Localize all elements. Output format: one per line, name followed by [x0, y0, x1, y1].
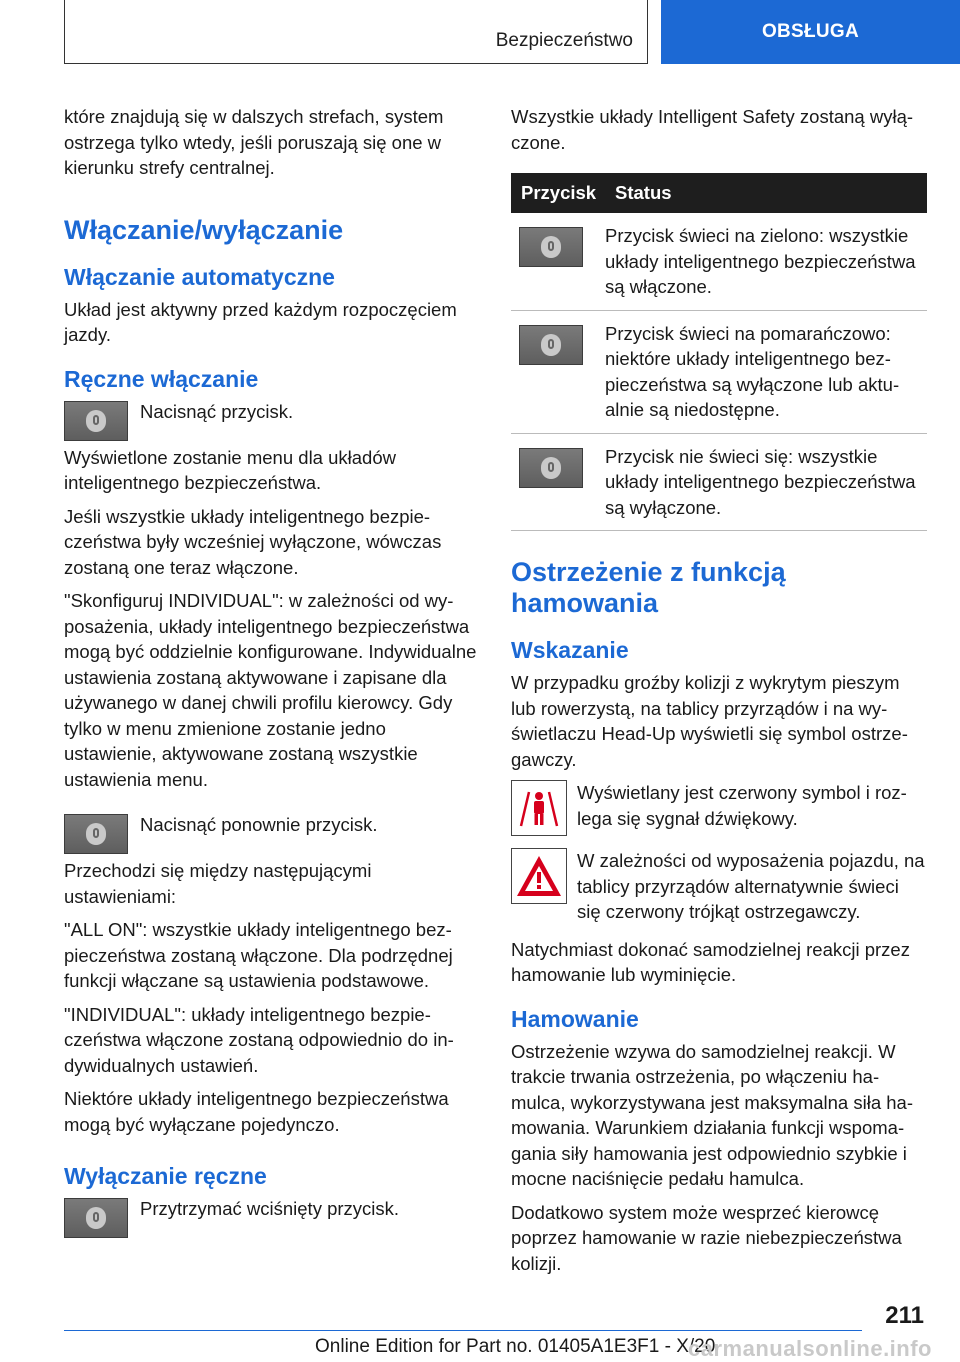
- assist-system-icon: [86, 410, 106, 432]
- button-off-image: [519, 448, 583, 488]
- assist-system-icon: [541, 457, 561, 479]
- instruction-hold: Przytrzymać wciśnięty przycisk.: [140, 1198, 400, 1219]
- watermark: carmanualsonline.info: [688, 1336, 932, 1361]
- status-cell: Przycisk świeci na zielono: wszystkie układy inteligentnego bezpieczeństwa są włączone.: [605, 213, 927, 310]
- heading-on-off: Włączanie/wyłączanie: [64, 214, 344, 245]
- individual-text: "Skonfiguruj INDIVIDUAL": w zależności od wyposażenia, układy inteligentnego bezpieczeństwa mogą być oddzielnie konfigurowane. Indywidualne ustawienia zostaną aktywowane i zapisane dla używanego w danej chwili profilu kierowcy. Gdy tylko w menu zmienione zostanie jedno ustawienie, aktywowane zostaną wszystkie ustawienia menu.: [64, 590, 477, 790]
- button-orange-image: [519, 325, 583, 365]
- button-status-table: [511, 173, 927, 531]
- left-column: [64, 104, 480, 1242]
- table-header-button: Przycisk: [511, 173, 605, 213]
- heading-indication: Wskazanie: [511, 637, 629, 663]
- status-cell: Przycisk nie świeci się: wszystkie układy inteligentnego bezpieczeństwa są wyłączone.: [605, 433, 927, 531]
- edition-text: Online Edition for Part no. 01405A1E3F1 - X/20: [315, 1336, 716, 1357]
- status-cell: Przycisk świeci na pomarańczowo: niektóre układy inteligentnego bezpieczeństwa są wyłączone lub aktualnie są niedostępne.: [605, 310, 927, 433]
- section-title: Bezpieczeństwo: [495, 30, 633, 51]
- instruction-press: Nacisnąć przycisk.: [140, 400, 294, 422]
- intro-text: które znajdują się w dalszych strefach, system ostrzega tylko wtedy, jeśli poruszają się one w kierunku strefy centralnej.: [64, 106, 444, 178]
- support-text: Dodatkowo system może wesprzeć kierowcę poprzez hamowanie w razie niebezpieczeństwa kolizji.: [511, 1201, 902, 1274]
- table-row: [511, 310, 927, 433]
- warning-symbol-text: Wyświetlany jest czerwony symbol i rozlega się sygnał dźwiękowy.: [577, 782, 907, 829]
- assist-system-icon: [86, 823, 106, 845]
- warning-pedestrian-row: [511, 780, 927, 836]
- all-off-text: Wszystkie układy Intelligent Safety zostaną wyłączone.: [511, 106, 914, 153]
- heading-auto: Włączanie automatyczne: [64, 263, 335, 290]
- settings-cycle-text: Przechodzi się między następującymi ustawieniami:: [64, 860, 372, 907]
- pedestrian-warning-icon: [511, 780, 567, 836]
- table-row: [511, 213, 927, 310]
- footer-divider: [64, 1330, 862, 1331]
- assist-button-image: [64, 401, 128, 441]
- chapter-tab[interactable]: OBSŁUGA: [661, 0, 960, 64]
- instruction-press-again: Nacisnąć ponownie przycisk.: [140, 814, 378, 835]
- page-number: 211: [885, 1302, 924, 1329]
- button-green-image: [519, 227, 583, 267]
- warning-triangle-icon: [511, 848, 567, 904]
- auto-text: Układ jest aktywny przed każdym rozpoczęciem jazdy.: [64, 298, 457, 345]
- heading-brake-warning: Ostrzeżenie z funkcją hamowania: [511, 557, 786, 618]
- react-text: Natychmiast dokonać samodzielnej reakcji przez hamowanie lub wyminięcie.: [511, 938, 910, 985]
- braking-text: Ostrzeżenie wzywa do samodzielnej reakcji. W trakcie trwania ostrzeżenia, po włączeniu hamulca, wykorzystywana jest maksymalna siła hamowania. Warunkiem działania funkcji wspomagania siły hamowania jest odpowiednio szybkie i mocne naciśnięcie pedału hamulca.: [511, 1040, 913, 1189]
- assist-system-icon: [541, 236, 561, 258]
- button-instruction-3: [64, 1196, 480, 1238]
- right-column: [511, 104, 927, 1284]
- assist-system-icon: [86, 1207, 106, 1229]
- assist-button-image: [64, 814, 128, 854]
- previous-off-text: Jeśli wszystkie układy inteligentnego bezpieczeństwa były wcześniej wyłączone, wówczas zostaną one teraz włączone.: [64, 505, 442, 578]
- menu-text: Wyświetlone zostanie menu dla układów inteligentnego bezpieczeństwa.: [64, 446, 396, 493]
- heading-manual-on: Ręczne włączanie: [64, 365, 259, 392]
- warning-triangle-row: [511, 848, 927, 925]
- individual-setting-text: "INDIVIDUAL": układy inteligentnego bezpieczeństwa włączone zostaną odpowiednio do indywidualnych ustawień.: [64, 1003, 454, 1076]
- header-box: [64, 0, 648, 64]
- heading-manual-off: Wyłączanie ręczne: [64, 1163, 267, 1189]
- heading-braking: Hamowanie: [511, 1005, 639, 1032]
- table-row: [511, 433, 927, 531]
- single-off-text: Niektóre układy inteligentnego bezpieczeństwa mogą być wyłączane pojedynczo.: [64, 1088, 449, 1135]
- button-instruction-1: [64, 399, 480, 441]
- assist-button-image: [64, 1198, 128, 1238]
- button-instruction-2: [64, 812, 480, 854]
- all-on-text: "ALL ON": wszystkie układy inteligentnego bezpieczeństwa zostaną włączone. Dla podrzędnej funkcji włączane są ustawienia podstawowe.: [64, 919, 453, 991]
- indication-text: W przypadku groźby kolizji z wykrytym pieszym lub rowerzystą, na tablicy przyrządów i na wyświetlaczu Head-Up wyświetli się symbol ostrzegawczy.: [511, 672, 908, 770]
- table-header-status: Status: [605, 173, 927, 213]
- warning-triangle-text: W zależności od wyposażenia pojazdu, na tablicy przyrządów alternatywnie świeci się czerwony trójkąt ostrzegawczy.: [577, 850, 925, 922]
- assist-system-icon: [541, 334, 561, 356]
